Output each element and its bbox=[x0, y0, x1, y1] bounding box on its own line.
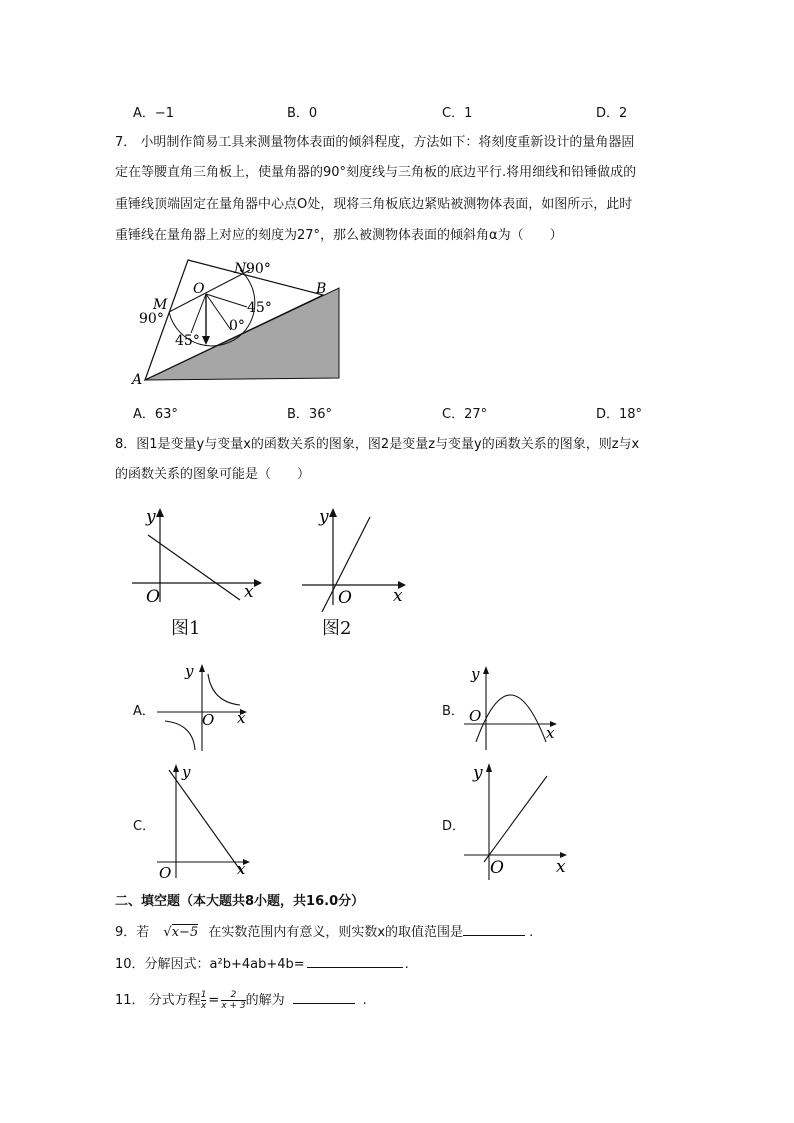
q10-text: 10．分解因式：a²b+4ab+4b= bbox=[115, 957, 305, 972]
q7-option-b: B．36° bbox=[287, 407, 332, 422]
q7-option-d: D．18° bbox=[596, 407, 643, 422]
fig1-caption: 图1 bbox=[171, 618, 201, 639]
q6-option-b: B．0 bbox=[287, 106, 318, 121]
q8-option-b-label: B． bbox=[442, 704, 464, 719]
option-d-x-label: x bbox=[556, 857, 566, 877]
q7-figure bbox=[130, 255, 345, 388]
option-b-y-label: y bbox=[471, 665, 480, 683]
q8-option-c-graph bbox=[155, 762, 255, 880]
option-a-y-label: y bbox=[185, 662, 194, 680]
q6-option-a: A．−1 bbox=[133, 106, 175, 121]
q11-equals: = bbox=[208, 993, 220, 1008]
fig2-graph bbox=[300, 505, 415, 615]
q6-option-d: D．2 bbox=[596, 106, 628, 121]
label-a: A bbox=[132, 372, 143, 388]
q9 bbox=[115, 922, 533, 943]
option-d-y-label: y bbox=[473, 763, 483, 783]
q11 bbox=[115, 988, 367, 1014]
q7-option-a: A．63° bbox=[133, 407, 178, 422]
label-o: O bbox=[193, 281, 205, 297]
fig1-graph bbox=[130, 505, 265, 605]
option-a-origin: O bbox=[202, 711, 215, 729]
q9-end: . bbox=[529, 925, 534, 940]
fig2-origin: O bbox=[338, 588, 352, 608]
q9-suffix: 在实数范围内有意义，则实数x的取值范围是 bbox=[208, 925, 464, 940]
label-0: 0° bbox=[229, 318, 245, 334]
q8-option-d-label: D． bbox=[442, 819, 466, 834]
option-a-x-label: x bbox=[237, 709, 246, 727]
fig1-y-label: y bbox=[146, 507, 156, 527]
option-c-x-label: x bbox=[237, 860, 246, 878]
q8-line-2: 的函数关系的图象可能是（ ） bbox=[115, 467, 311, 482]
label-n: N bbox=[234, 261, 247, 277]
q7-line-2: 定在等腰直角三角板上，使量角器的90°刻度线与三角板的底边平行.将用细线和铅锤做成的 bbox=[115, 165, 637, 180]
q8-option-b-graph bbox=[462, 662, 562, 754]
option-b-x-label: x bbox=[546, 724, 555, 742]
q7-line-1: 7． 小明制作简易工具来测量物体表面的倾斜程度，方法如下：将刻度重新设计的量角器固 bbox=[115, 135, 635, 150]
fig2-y-label: y bbox=[319, 507, 329, 527]
label-90-left: 90° bbox=[139, 311, 164, 327]
q7-option-c: C．27° bbox=[442, 407, 488, 422]
fig1-origin: O bbox=[146, 587, 160, 607]
q8-option-d-graph bbox=[462, 760, 572, 882]
q11-fraction-1: $\frac{1}{x}$ bbox=[200, 990, 207, 1011]
q7-line-4: 重锤线在量角器上对应的刻度为27°，那么被测物体表面的倾斜角α为（ ） bbox=[115, 228, 563, 243]
option-c-y-label: y bbox=[182, 763, 191, 781]
label-45-bottom: 45° bbox=[175, 333, 200, 349]
option-b-origin: O bbox=[469, 707, 482, 725]
fig2-caption: 图2 bbox=[322, 618, 352, 639]
section-2-heading: 二、填空题（本大题共8小题，共16.0分） bbox=[115, 894, 365, 909]
q9-radicand: x−5 bbox=[171, 925, 199, 940]
q6-option-c: C．1 bbox=[442, 106, 473, 121]
q10-answer-blank[interactable] bbox=[307, 954, 403, 968]
q11-end: . bbox=[362, 993, 367, 1008]
fig2-x-label: x bbox=[393, 586, 403, 606]
label-m: M bbox=[153, 297, 168, 313]
q8-option-a-label: A． bbox=[133, 704, 155, 719]
q7-line-3: 重锤线顶端固定在量角器中心点O处，现将三角板底边紧贴被测物体表面，如图所示，此时 bbox=[115, 197, 633, 212]
q9-answer-blank[interactable] bbox=[463, 922, 525, 936]
option-c-origin: O bbox=[159, 864, 172, 882]
q11-fraction-2: $\frac{2}{x + 3}$ bbox=[221, 990, 246, 1011]
q11-suffix: 的解为 bbox=[245, 993, 285, 1008]
fig1-x-label: x bbox=[244, 582, 254, 602]
q8-line-1: 8．图1是变量y与变量x的函数关系的图象，图2是变量z与变量y的函数关系的图象，则z与x bbox=[115, 437, 640, 452]
q10 bbox=[115, 954, 409, 975]
label-b: B bbox=[316, 281, 327, 297]
q11-answer-blank[interactable] bbox=[293, 990, 355, 1004]
q8-option-c-label: C． bbox=[133, 819, 156, 834]
q9-radical: √x−5 bbox=[163, 925, 199, 940]
q11-prefix: 11． 分式方程 bbox=[115, 993, 201, 1008]
option-d-origin: O bbox=[490, 858, 504, 878]
q10-end: . bbox=[404, 957, 409, 972]
label-90-top: 90° bbox=[246, 261, 271, 277]
q8-option-a-graph bbox=[155, 662, 255, 754]
q9-prefix: 9．若 bbox=[115, 925, 150, 940]
label-45-right: 45° bbox=[247, 300, 272, 316]
